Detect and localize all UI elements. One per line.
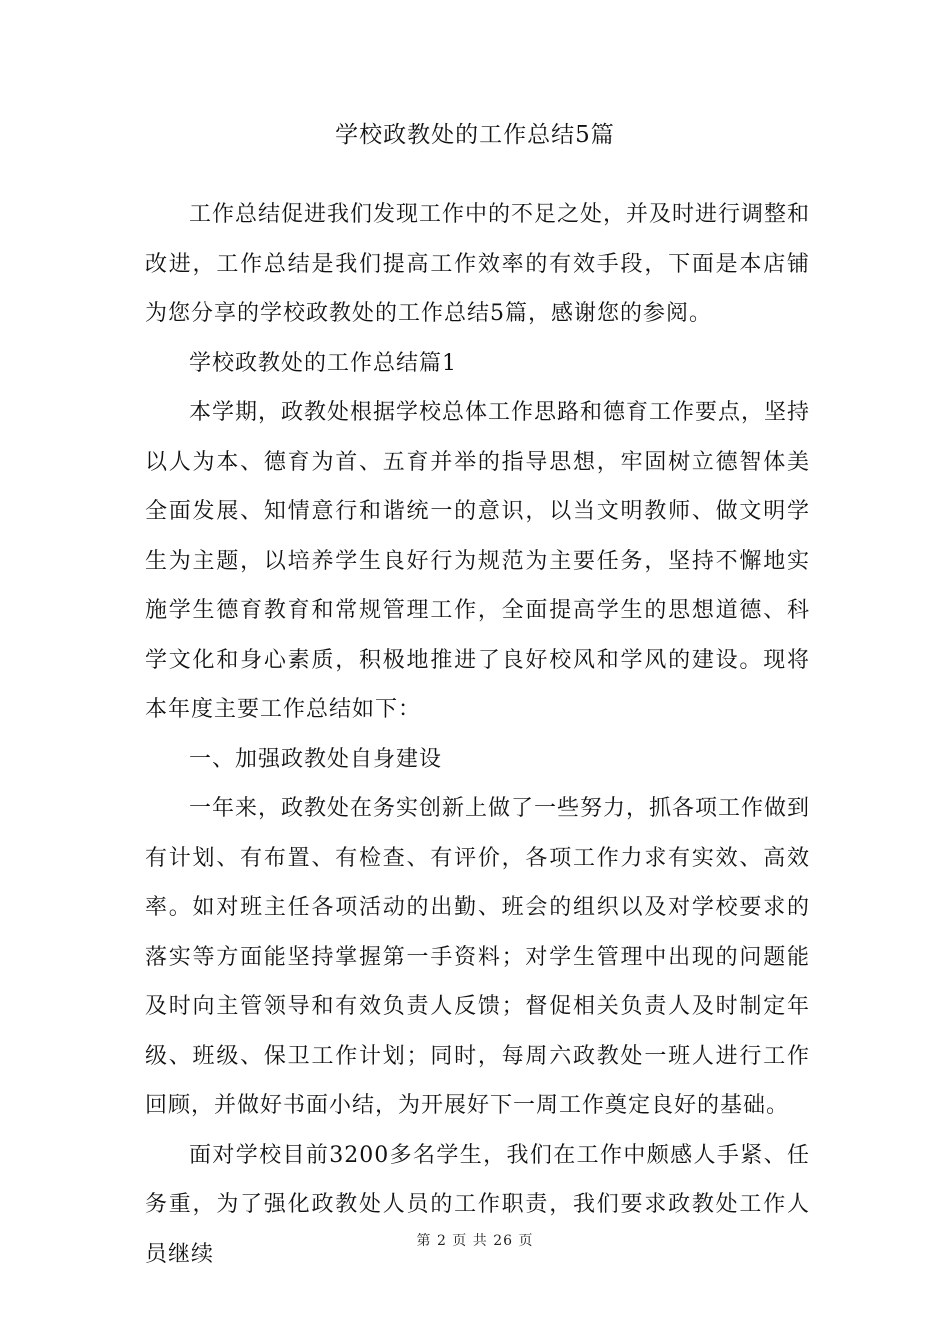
body-paragraph: 本学期，政教处根据学校总体工作思路和德育工作要点，坚持以人为本、德育为首、五育并举的指导思想，牢固树立德智体美全面发展、知情意行和谐统一的意识，以当文明教师、做文明学生为主题，以培养学生良好行为规范为主要任务，坚持不懈地实施学生德育教育和常规管理工作，全面提高学生的思想道德、科学文化和身心素质，积极地推进了良好校风和学风的建设。现将本年度主要工作总结如下： [145,400,811,722]
intro-paragraph: 工作总结促进我们发现工作中的不足之处，并及时进行调整和改进，工作总结是我们提高工作效率的有效手段，下面是本店铺为您分享的学校政教处的工作总结5篇，感谢您的参阅。 [145,202,811,326]
document-title: 学校政教处的工作总结5篇 [335,122,615,148]
page-footer: 第 2 页 共 26 页 [416,1233,534,1249]
subsection-heading: 一、加强政教处自身建设 [189,746,443,772]
section-heading: 学校政教处的工作总结篇1 [189,350,457,376]
body-paragraph: 一年来，政教处在务实创新上做了一些努力，抓各项工作做到有计划、有布置、有检查、有评价，各项工作力求有实效、高效率。如对班主任各项活动的出勤、班会的组织以及对学校要求的落实等方面能坚持掌握第一手资料；对学生管理中出现的问题能及时向主管领导和有效负责人反馈；督促相关负责人及时制定年级、班级、保卫工作计划；同时，每周六政教处一班人进行工作回顾，并做好书面小结，为开展好下一周工作奠定良好的基础。 [145,796,811,1118]
body-paragraph: 面对学校目前3200多名学生，我们在工作中颇感人手紧、任务重，为了强化政教处人员的工作职责，我们要求政教处工作人员继续 [145,1142,810,1267]
document-body [145,190,810,1279]
